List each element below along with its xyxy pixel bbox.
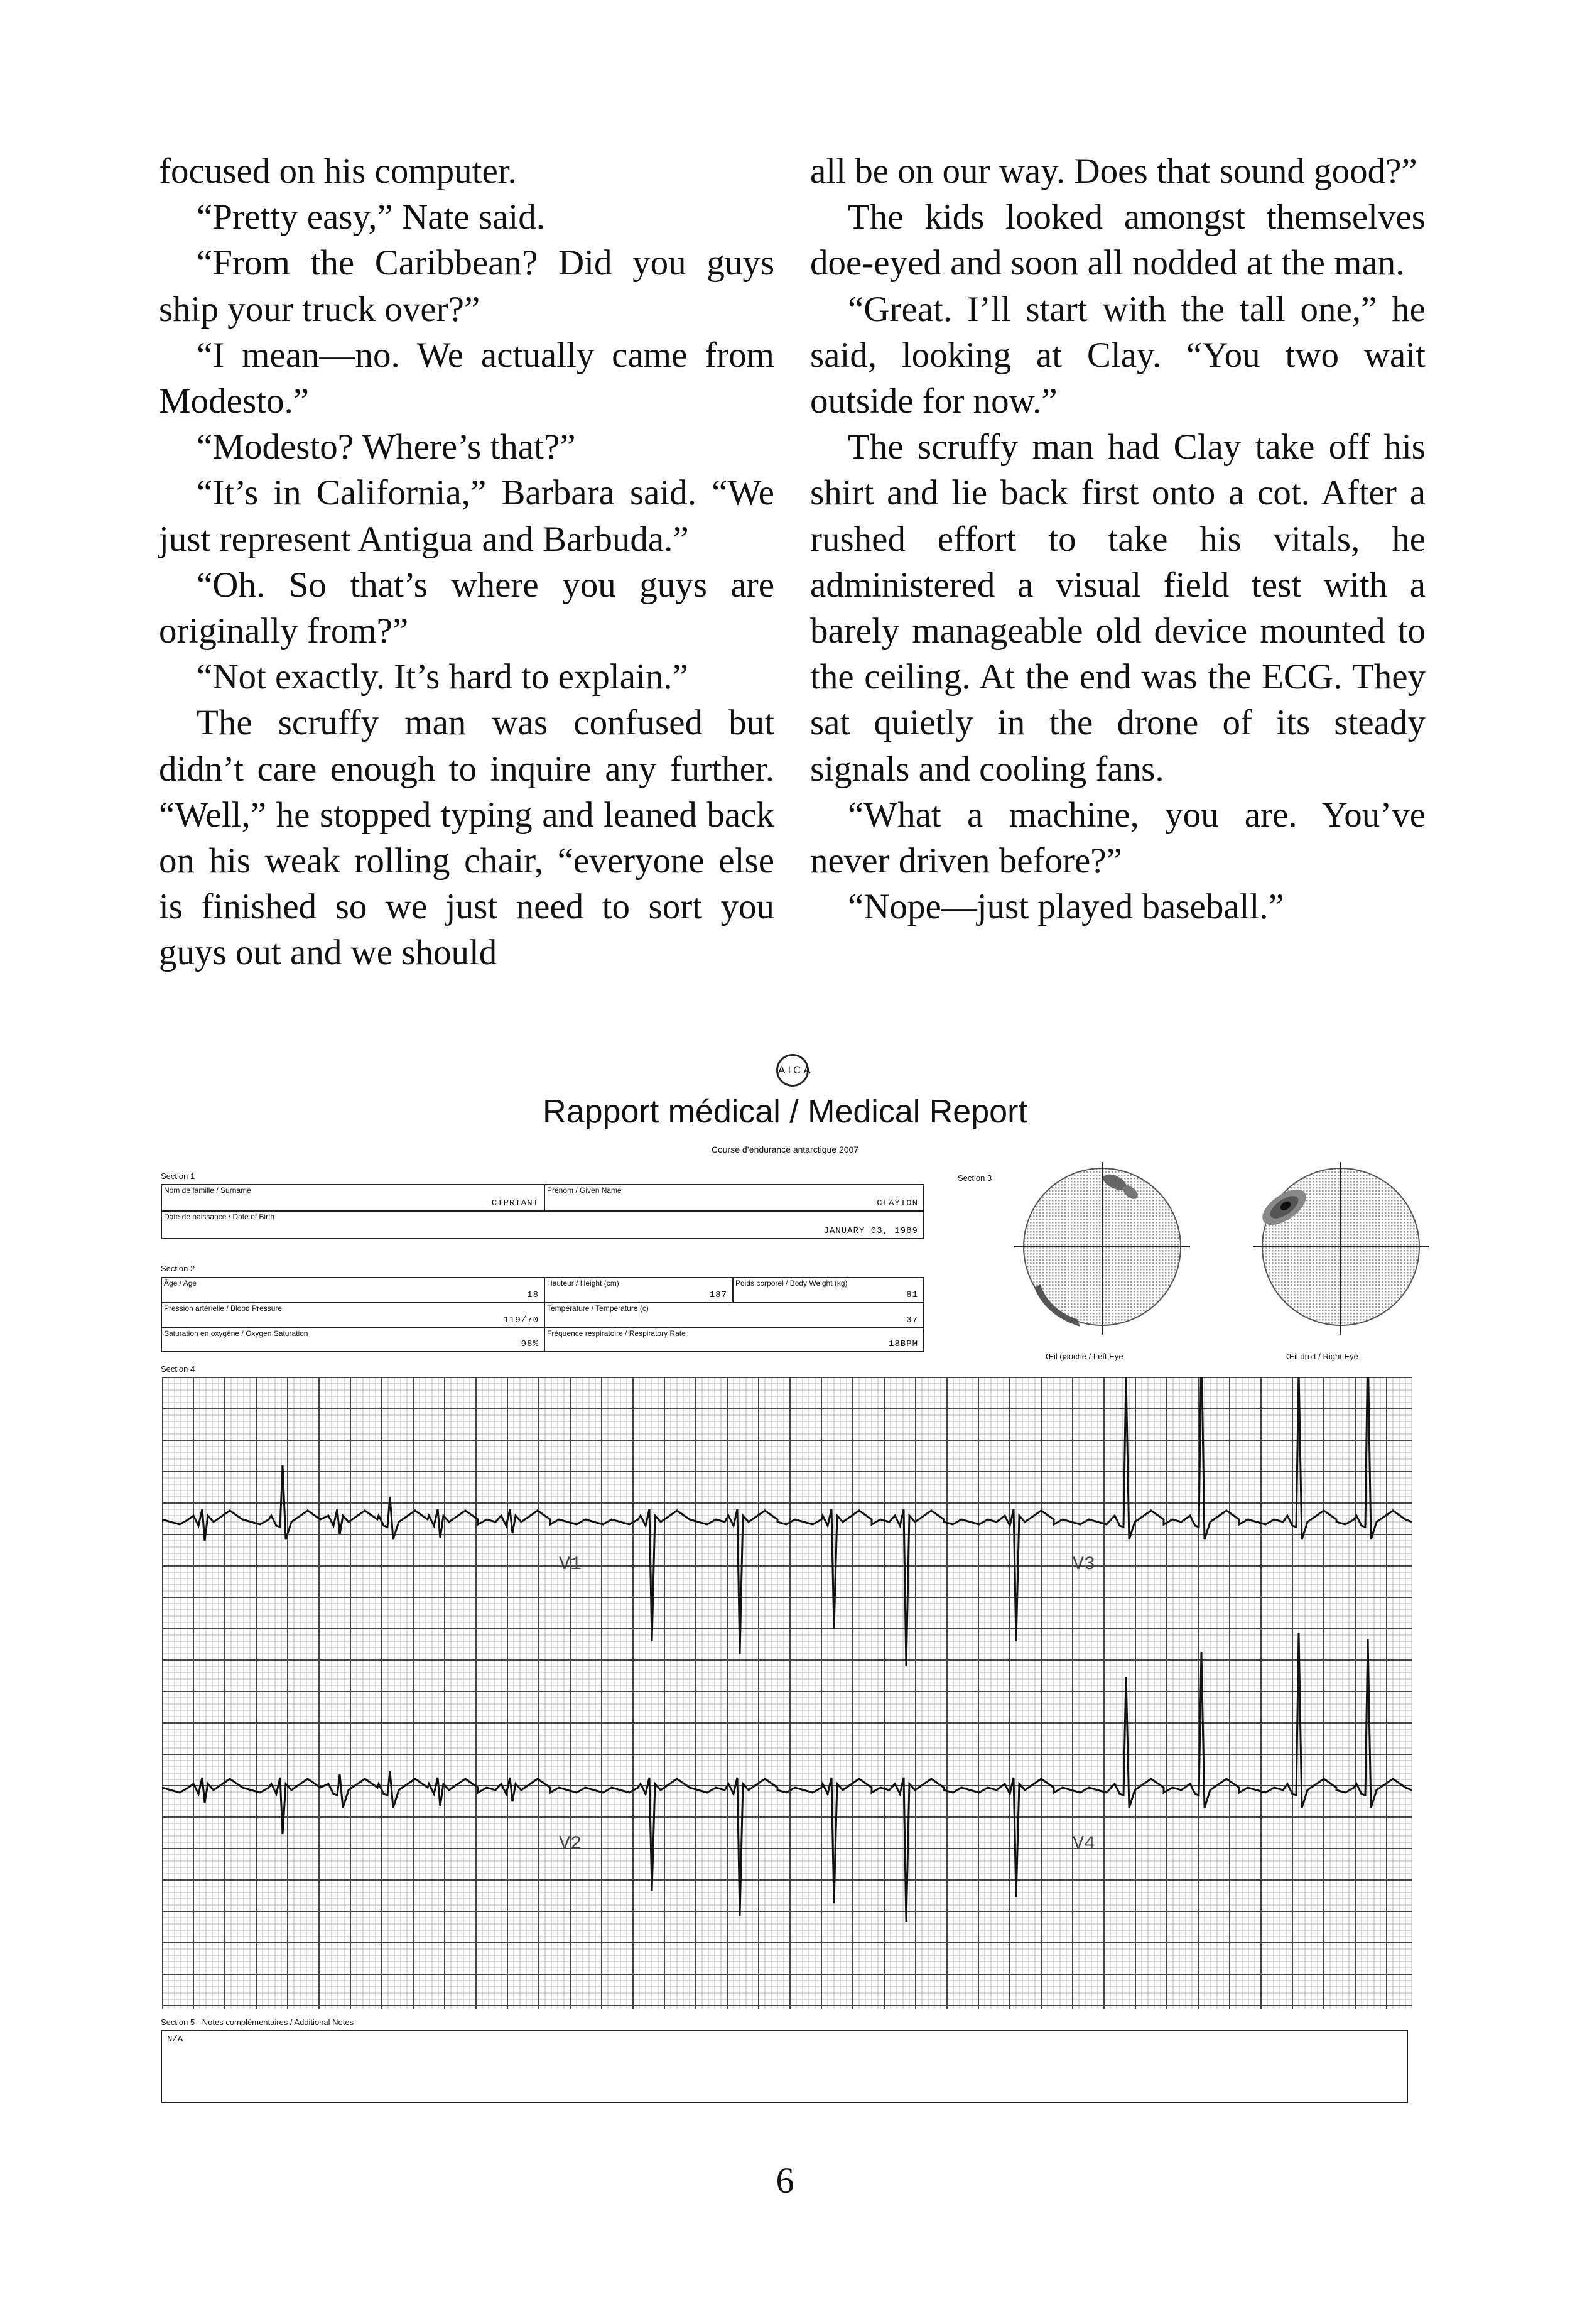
given-name-label: Prénom / Given Name	[547, 1186, 622, 1195]
blood-pressure-label: Pression artérielle / Blood Pressure	[164, 1304, 283, 1313]
left-column-paragraph: “From the Caribbean? Did you guys ship your truck over?”	[159, 243, 774, 329]
dob-cell	[162, 1212, 923, 1238]
left-column-paragraph: “I mean—no. We actually came from Modesto.”	[159, 335, 774, 421]
height-label: Hauteur / Height (cm)	[547, 1279, 619, 1288]
text-column-left	[159, 148, 774, 976]
left-column-paragraph: “It’s in California,” Barbara said. “We just represent Antigua and Barbuda.”	[159, 473, 774, 559]
weight-label: Poids corporel / Body Weight (kg)	[735, 1279, 848, 1288]
height-cell	[545, 1278, 734, 1303]
surname-value: CIPRIANI	[491, 1198, 539, 1208]
ecg-trace-row2	[162, 1633, 1412, 1922]
age-label: Âge / Age	[164, 1279, 197, 1288]
dob-label: Date de naissance / Date of Birth	[164, 1212, 275, 1221]
blood-pressure-cell	[162, 1303, 545, 1328]
respiratory-rate-label: Fréquence respiratoire / Respiratory Rate	[547, 1329, 686, 1338]
section4-label: Section 4	[161, 1364, 195, 1374]
weight-value: 81	[906, 1290, 918, 1300]
aica-logo: AICA	[776, 1054, 809, 1087]
section1-table	[161, 1184, 924, 1239]
right-column-paragraph: “Nope—just played baseball.”	[848, 887, 1284, 927]
section3-label: Section 3	[958, 1173, 992, 1183]
right-column-paragraph: “What a machine, you are. You’ve never driven before?”	[810, 795, 1426, 881]
respiratory-rate-value: 18BPM	[888, 1339, 918, 1349]
height-value: 187	[709, 1290, 727, 1300]
lead-label-v3: V3	[1073, 1554, 1096, 1575]
age-cell	[162, 1278, 545, 1303]
right-column-paragraph: The scruffy man had Clay take off his shirt and lie back first onto a cot. After a rushed effort to take his vitals, he administered a visual field test with a barely manageable old device mounted to the ceiling. At the end was the ECG. They sat quietly in the drone of its steady signals and cooling fans.	[810, 427, 1426, 789]
given-name-cell	[545, 1185, 923, 1212]
left-column-paragraph: “Oh. So that’s where you guys are originally from?”	[159, 565, 774, 651]
oxygen-saturation-cell	[162, 1328, 545, 1351]
left-column-paragraph: “Modesto? Where’s that?”	[197, 427, 576, 467]
section5-label: Section 5 - Notes complémentaires / Additional Notes	[161, 2017, 354, 2027]
right-column-paragraph: “Great. I’ll start with the tall one,” he said, looking at Clay. “You two wait outside for now.”	[810, 289, 1426, 421]
dob-value: JANUARY 03, 1989	[823, 1226, 918, 1236]
page-number: 6	[776, 2160, 794, 2201]
oxygen-saturation-label: Saturation en oxygène / Oxygen Saturation	[164, 1329, 308, 1338]
weight-cell	[734, 1278, 923, 1303]
temperature-cell	[545, 1303, 923, 1328]
left-eye-field	[1014, 1162, 1190, 1335]
right-column-paragraph: all be on our way. Does that sound good?”	[810, 151, 1417, 191]
notes-box	[161, 2030, 1408, 2103]
visual-field-charts	[1002, 1162, 1429, 1350]
notes-value: N/A	[167, 2034, 183, 2044]
text-column-right	[810, 148, 1426, 930]
lead-label-v1: V1	[559, 1554, 582, 1575]
ecg-strip	[162, 1377, 1412, 2009]
right-eye-field	[1253, 1162, 1429, 1335]
left-column-paragraph: focused on his computer.	[159, 151, 517, 191]
report-subtitle: Course d’endurance antarctique 2007	[711, 1144, 859, 1154]
blood-pressure-value: 119/70	[503, 1315, 539, 1325]
report-title: Rapport médical / Medical Report	[543, 1094, 1027, 1130]
right-column-paragraph: The kids looked amongst themselves doe-eyed and soon all nodded at the man.	[810, 197, 1426, 283]
section2-label: Section 2	[161, 1264, 195, 1273]
temperature-label: Température / Temperature (c)	[547, 1304, 649, 1313]
right-eye-label: Œil droit / Right Eye	[1286, 1352, 1358, 1361]
left-column-paragraph: “Pretty easy,” Nate said.	[197, 197, 545, 237]
given-name-value: CLAYTON	[877, 1198, 918, 1208]
ecg-grid	[162, 1377, 1412, 2009]
oxygen-saturation-value: 98%	[521, 1339, 539, 1349]
temperature-value: 37	[906, 1315, 918, 1325]
section2-table	[161, 1277, 924, 1352]
left-column-paragraph: The scruffy man was confused but didn’t care enough to inquire any further. “Well,” he stopped typing and leaned back on his weak rolling chair, “everyone else is finished so we just need to sort you guys out and we should	[159, 703, 774, 973]
left-eye-label: Œil gauche / Left Eye	[1046, 1352, 1123, 1361]
surname-label: Nom de famille / Surname	[164, 1186, 251, 1195]
section1-label: Section 1	[161, 1171, 195, 1181]
lead-label-v2: V2	[559, 1833, 582, 1855]
age-value: 18	[527, 1290, 539, 1300]
left-column-paragraph: “Not exactly. It’s hard to explain.”	[197, 657, 688, 697]
surname-cell	[162, 1185, 545, 1212]
lead-label-v4: V4	[1073, 1833, 1096, 1855]
respiratory-rate-cell	[545, 1328, 923, 1351]
